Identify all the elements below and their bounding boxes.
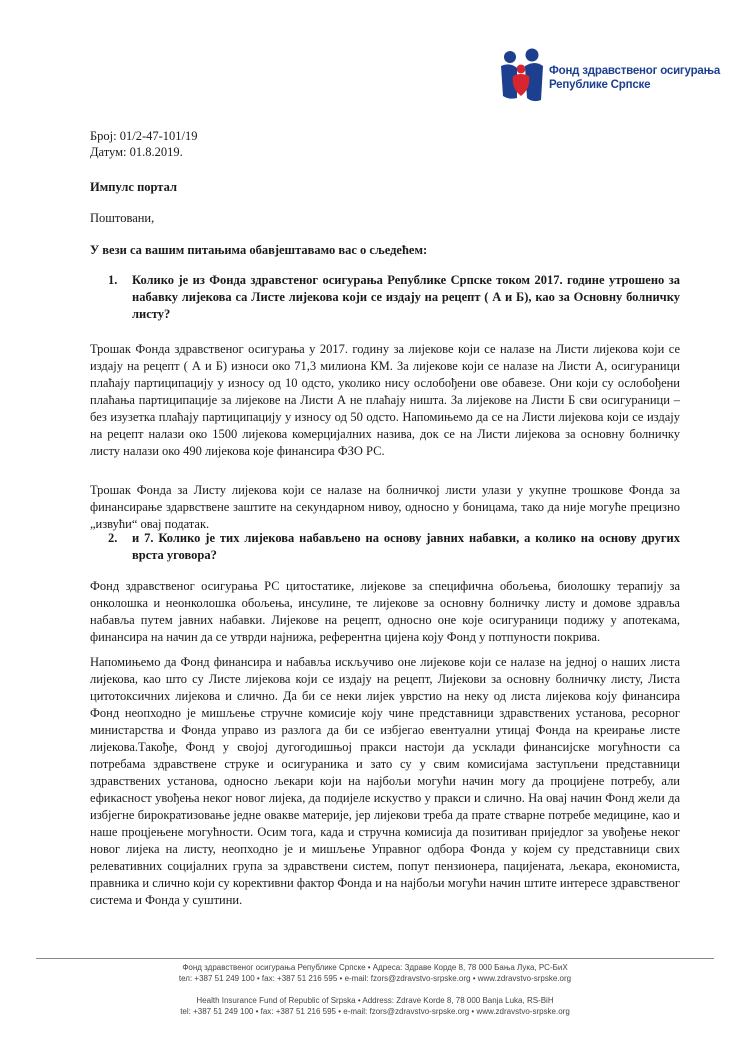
- question-text: Колико је из Фонда здравстеног осигурања Републике Српске током 2017. године утрошено за набавку лијекова са Листе лијекова који се издају на рецепт ( А и Б), као за Основну болничку листу?: [132, 273, 680, 321]
- question-2: [108, 530, 680, 564]
- footer-address-en: Health Insurance Fund of Republic of Srpska • Address: Zdrave Korde 8, 78 000 Banja Luka, RS-BiH: [196, 996, 554, 1005]
- question-text: и 7. Колико је тих лијекова набављено на основу јавних набавки, а колико на основу других врста уговора?: [132, 531, 680, 562]
- question-1: [108, 272, 680, 323]
- question-number: 2.: [108, 531, 118, 545]
- document-date: Датум: 01.8.2019.: [90, 145, 183, 159]
- document-number: Број: 01/2-47-101/19: [90, 129, 198, 143]
- footer-contact-en: tel: +387 51 249 100 • fax: +387 51 216 595 • e-mail: fzors@zdravstvo-srpske.org • www.zdravstvo-srpske.org: [180, 1007, 570, 1016]
- logo-title-line2: Републике Српске: [549, 79, 651, 91]
- intro-heading: У вези са вашим питањима обавјештавамо вас о сљедећем:: [90, 243, 428, 257]
- footer-address-sr: Фонд здравственог осигурања Републике Српске • Адреса: Здраве Корде 8, 78 000 Бања Лука, РС-БиХ: [182, 963, 568, 972]
- fund-logo: [497, 44, 729, 106]
- footer-divider: [36, 958, 714, 959]
- answer-paragraph: Напомињемо да Фонд финансира и набавља искључиво оне лијекове који се налазе на једној о наших листа лијекова, као што су Листе лијекова који се издају на рецепт, Лијекови за основну болничку листу, Листа цитотоксичних лијекова и слично. Да би се неки лијек уврстио на неку од листа лијекова коју финансира Фонд неопходно је мишљење стручне комисије коју чине представници здравствених установа, ресорног министарства и Фонда управо из разлога да би се избјегао евентуални утицај Фонда на креирање листе лијекова.Такође, Фонд у својој дугогодишњој пракси настоји да усклади финансијске могућности са потребама здравствене струке и осигураника и зато су у свим комисијама заступљени представници здравствених установа, односно љекари који на најбољи могући начин могу да процијене потребу, али ефикасност увођења неког новог лијека, да подијеле искуство у пракси и слично. На овај начин Фонд жели да избјегне бирократизовање једне овакве материје, јер лијекови треба да прате стварне потребе медицине, као и наше процјењене могућности. Осим тога, када и стручна комисија да позитиван приједлог за увођење неког новог лијека на листу, неопходно је и мишљење Управног одбора Фонда у којем су представници свих релевативних социјалних група за здравствени систем, попут пензионера, пацијената, љекара, економиста, правника и слично који су корективни фактор Фонда и на најбољи могући начин штите интересе здравственог система и Фонда у суштини.: [90, 655, 680, 907]
- footer-serbian: [36, 962, 714, 984]
- addressee: Импулс портал: [90, 180, 177, 194]
- document-meta: [90, 128, 198, 160]
- logo-title-line1: Фонд здравственог осигурања: [549, 65, 721, 77]
- footer-contact-sr: tел: +387 51 249 100 • fax: +387 51 216 595 • e-mail: fzors@zdravstvo-srpske.org • www.zdravstvo-srpske.org: [178, 974, 572, 983]
- greeting: Поштовани,: [90, 211, 155, 225]
- answer-paragraph: Трошак Фонда здравственог осигурања у 2017. годину за лијекове који се налазе на Листи лијекова који се издају на рецепт ( А и Б) износи око 71,3 милиона КМ. За лијекове који се налазе на Листи А, осигураници плаћају партиципацију у износу од 10 одсто, уколико нису ослобођени ове обавезе. Они који су ослобођени плаћања партиципације за лијекове на Листи А не плаћају ништа. За лијекове на Листи Б сви осигураници – без изузетка плаћају партиципацију у износу од 50 одсто. Напомињемо да се на Листи лијекова који се издају на рецепт налази око 1500 лијекова комерцијалних назива, док се на Листи лијекова за основну болничку листу налази око 490 лијекова које финансира ФЗО РС.: [90, 342, 680, 458]
- footer-english: [36, 995, 714, 1017]
- family-logo-icon: [497, 48, 547, 104]
- answer-paragraph: Фонд здравственог осигурања РС цитостатике, лијекове за специфична обољења, биолошку терапију за онколошка и неонколошка обољења, инсулине, те лијекове за основну болничку листу и домове здравља набавља путем јавних набавки. Лијекове на рецепт, односно оне које осигураници подижу у апотекама, финансира на начин да се утврди најнижа, референтна цијена коју Фонд у потпуности покрива.: [90, 579, 680, 644]
- answer-paragraph: Трошак Фонда за Листу лијекова који се налазе на болничкој листи улази у укупне трошкове Фонда за финансирање здарвствене заштите на секундарном нивоу, односно у боницама, тако да није могуће прецизно „извући“ овај податак.: [90, 483, 680, 531]
- question-number: 1.: [108, 273, 118, 287]
